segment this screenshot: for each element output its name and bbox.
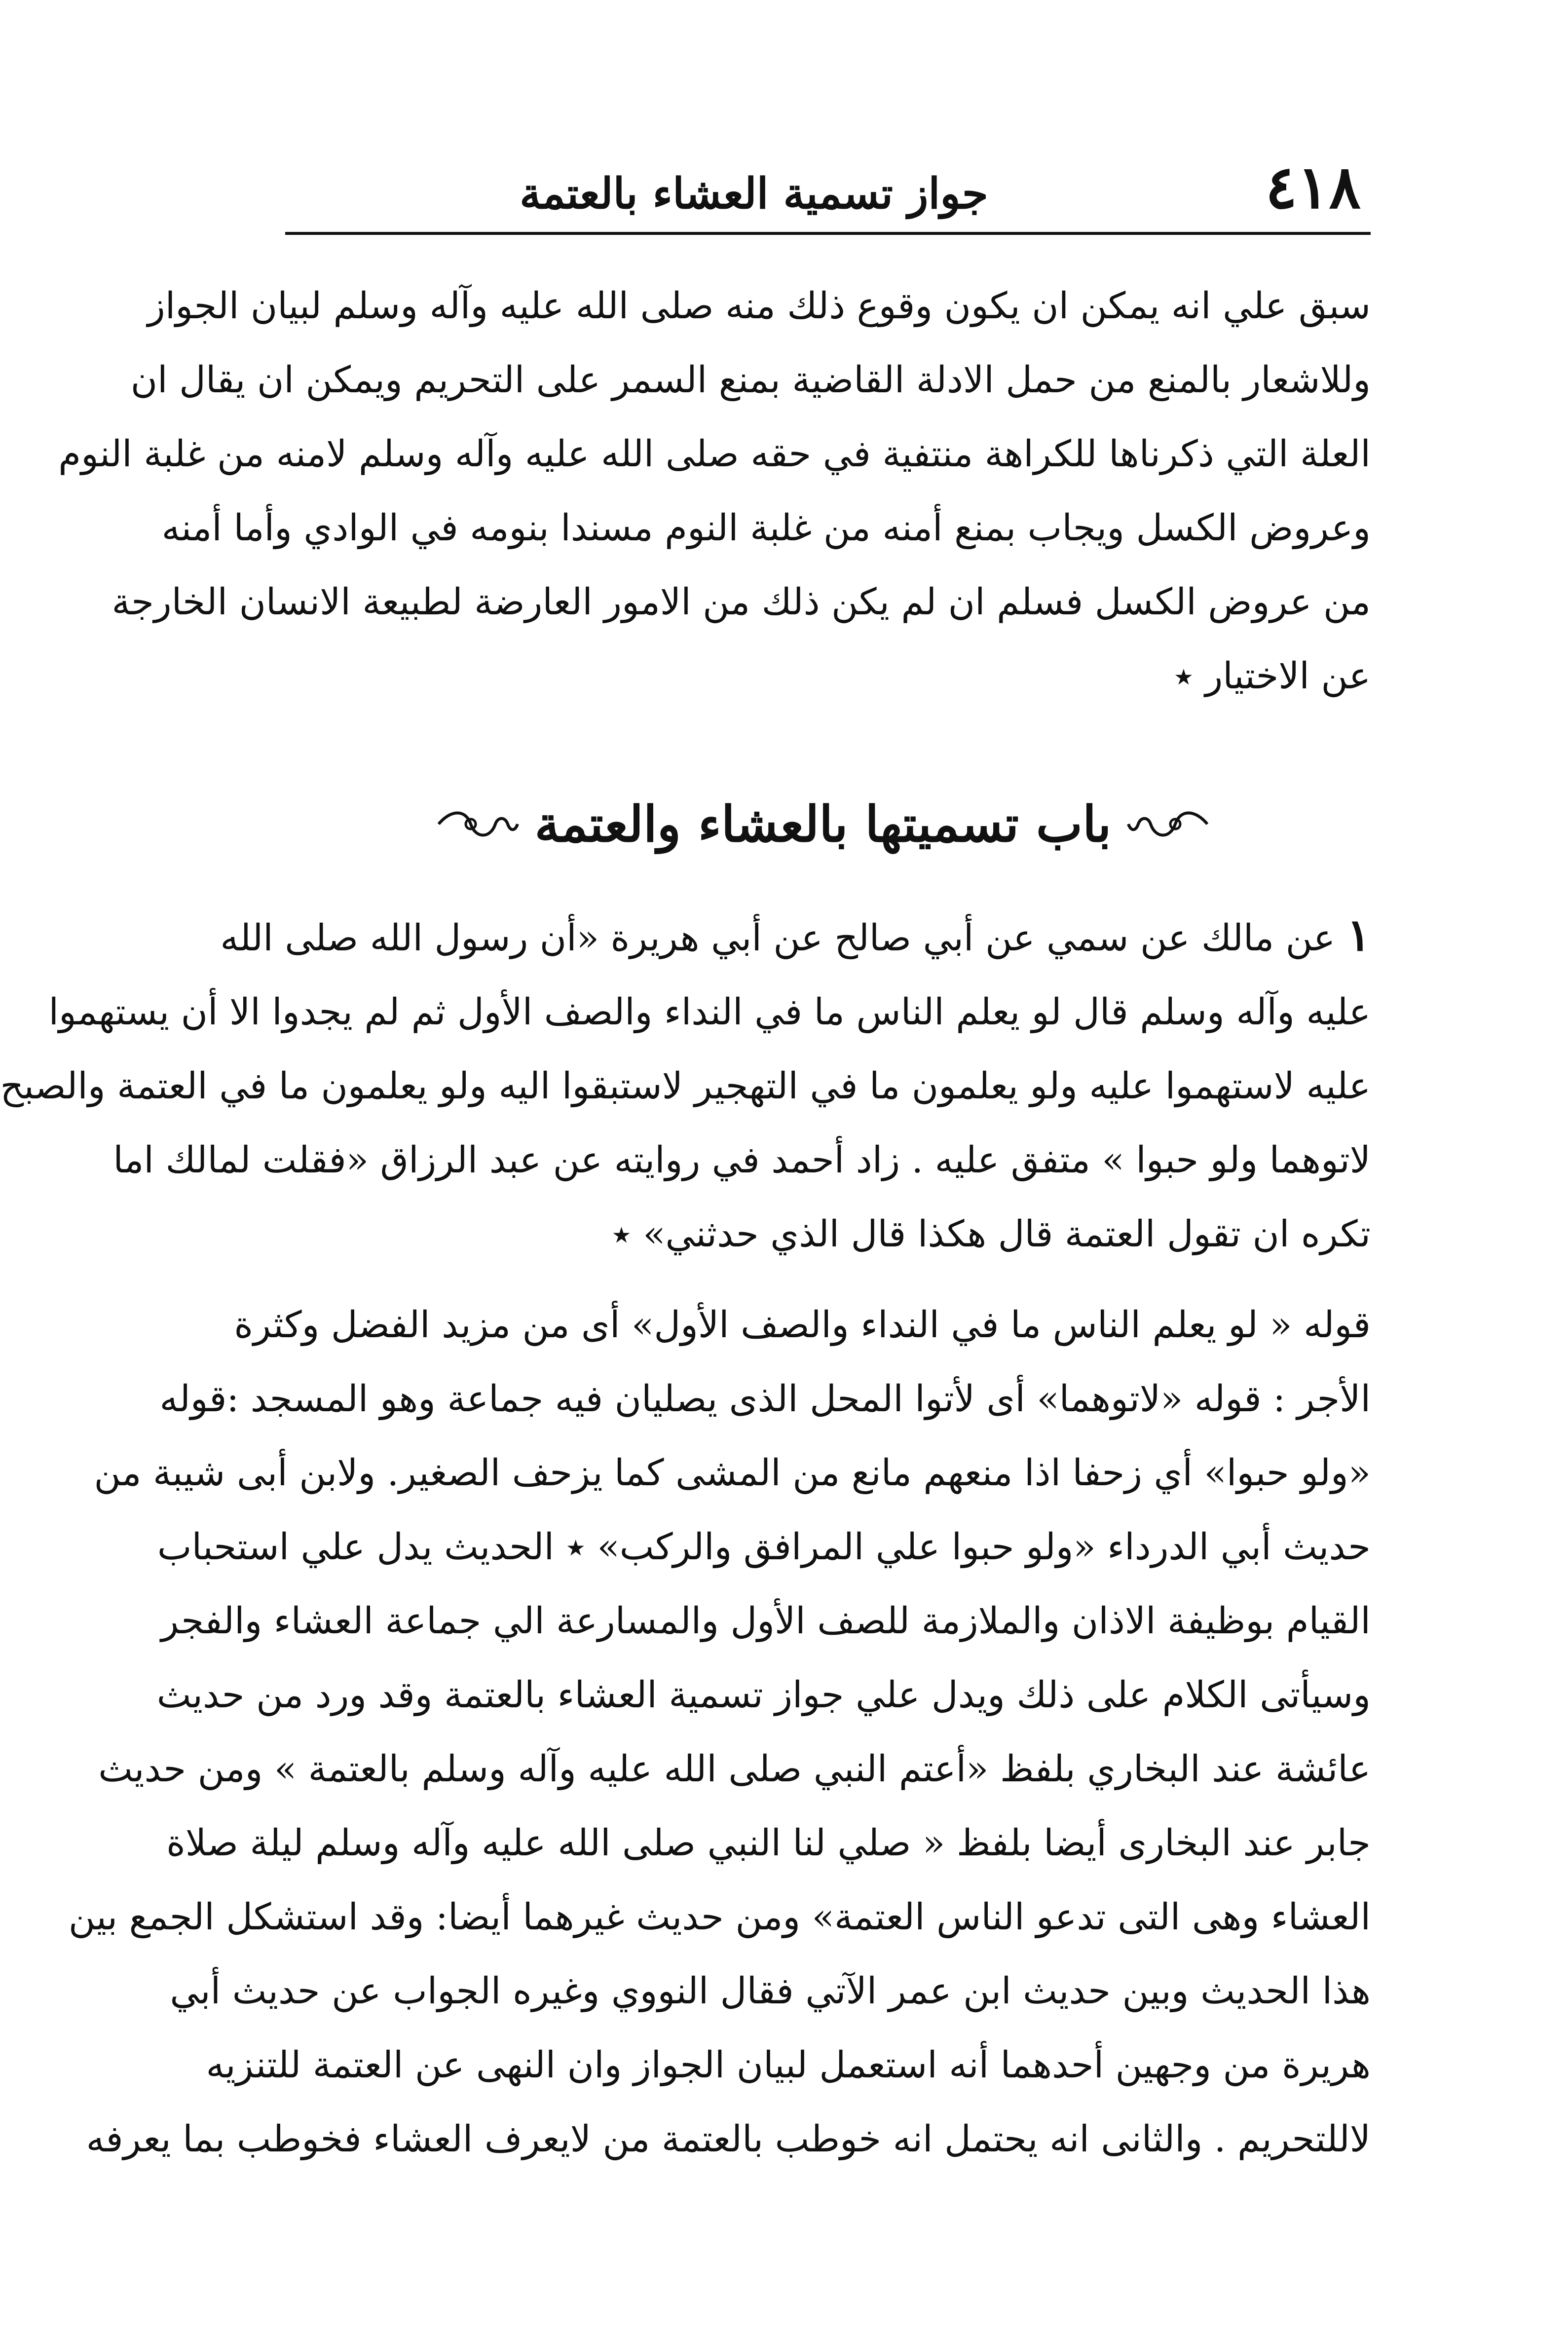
hadith-line: تكره ان تقول العتمة قال هكذا قال الذي حدثني» ٭ (611, 1213, 1371, 1255)
commentary-top (58, 269, 1371, 713)
commentary-line: وعروض الكسل ويجاب بمنع أمنه من غلبة النوم مسندا بنومه في الوادي وأما أمنه (161, 507, 1371, 549)
hadith-text: عن مالك عن سمي عن أبي صالح عن أبي هريرة «أن رسول الله صلى الله (220, 917, 1336, 959)
hadith-number: ١ (1346, 909, 1371, 961)
commentary-line: وللاشعار بالمنع من حمل الادلة القاضية بمنع السمر على التحريم ويمكن ان يقال ان (130, 359, 1371, 401)
running-head: جواز تسمية العشاء بالعتمة (520, 169, 988, 219)
commentary-line: قوله « لو يعلم الناس ما في النداء والصف الأول» أى من مزيد الفضل وكثرة (234, 1304, 1371, 1346)
chapter-heading (275, 780, 1371, 868)
commentary-line: العلة التي ذكرناها للكراهة منتفية في حقه صلى الله عليه وآله وسلم لامنه من غلبة النوم (58, 433, 1371, 475)
commentary-line: القيام بوظيفة الاذان والملازمة للصف الأول والمسارعة الي جماعة العشاء والفجر (161, 1600, 1371, 1642)
commentary-line: الأجر : قوله «لاتوهما» أى لأتوا المحل الذى يصليان فيه جماعة وهو المسجد :قوله (159, 1378, 1371, 1420)
hadith-line: عليه وآله وسلم قال لو يعلم الناس ما في النداء والصف الأول ثم لم يجدوا الا أن يستهموا (48, 991, 1371, 1033)
commentary-line: العشاء وهى التى تدعو الناس العتمة» ومن حديث غيرهما أيضا: وقد استشكل الجمع بين (68, 1896, 1371, 1938)
page-number: ٤١٨ (1265, 152, 1361, 222)
chapter-title: باب تسميتها بالعشاء والعتمة (534, 795, 1112, 853)
page-header (285, 148, 1371, 235)
hadith-line: لاتوهما ولو حبوا » متفق عليه . زاد أحمد في روايته عن عبد الرزاق «فقلت لمالك اما (113, 1139, 1371, 1181)
hadith-line-first (220, 898, 1371, 975)
commentary-line: هذا الحديث وبين حديث ابن عمر الآتي فقال النووي وغيره الجواب عن حديث أبي (170, 1970, 1371, 2012)
commentary-line: عن الاختيار ٭ (1173, 655, 1371, 697)
commentary-line: من عروض الكسل فسلم ان لم يكن ذلك من الامور العارضة لطبيعة الانسان الخارجة (112, 581, 1371, 623)
commentary-line: حديث أبي الدرداء «ولو حبوا علي المرافق والركب» ٭ الحديث يدل علي استحباب (157, 1526, 1371, 1568)
commentary-line: جابر عند البخارى أيضا بلفظ « صلي لنا النبي صلى الله عليه وآله وسلم ليلة صلاة (166, 1822, 1371, 1864)
hadith-line: عليه لاستهموا عليه ولو يعلمون ما في التهجير لاستبقوا اليه ولو يعلمون ما في العتمة والصبح (0, 1065, 1371, 1107)
ornament-left-icon (436, 804, 520, 844)
commentary-line: «ولو حبوا» أي زحفا اذا منعهم مانع من المشى كما يزحف الصغير. ولابن أبى شيبة من (94, 1452, 1371, 1494)
commentary-bottom (68, 1288, 1371, 2176)
commentary-line: وسيأتى الكلام على ذلك ويدل علي جواز تسمية العشاء بالعتمة وقد ورد من حديث (156, 1674, 1371, 1716)
commentary-line: لاللتحريم . والثانى انه يحتمل انه خوطب بالعتمة من لايعرف العشاء فخوطب بما يعرفه (86, 2118, 1371, 2160)
commentary-line: هريرة من وجهين أحدهما أنه استعمل لبيان الجواز وان النهى عن العتمة للتنزيه (206, 2044, 1371, 2086)
commentary-line: عائشة عند البخاري بلفظ «أعتم النبي صلى الله عليه وآله وسلم بالعتمة » ومن حديث (98, 1748, 1371, 1790)
commentary-line: سبق علي انه يمكن ان يكون وقوع ذلك منه صلى الله عليه وآله وسلم لبيان الجواز (148, 285, 1371, 327)
ornament-right-icon (1126, 804, 1210, 844)
hadith-block (0, 898, 1371, 1271)
